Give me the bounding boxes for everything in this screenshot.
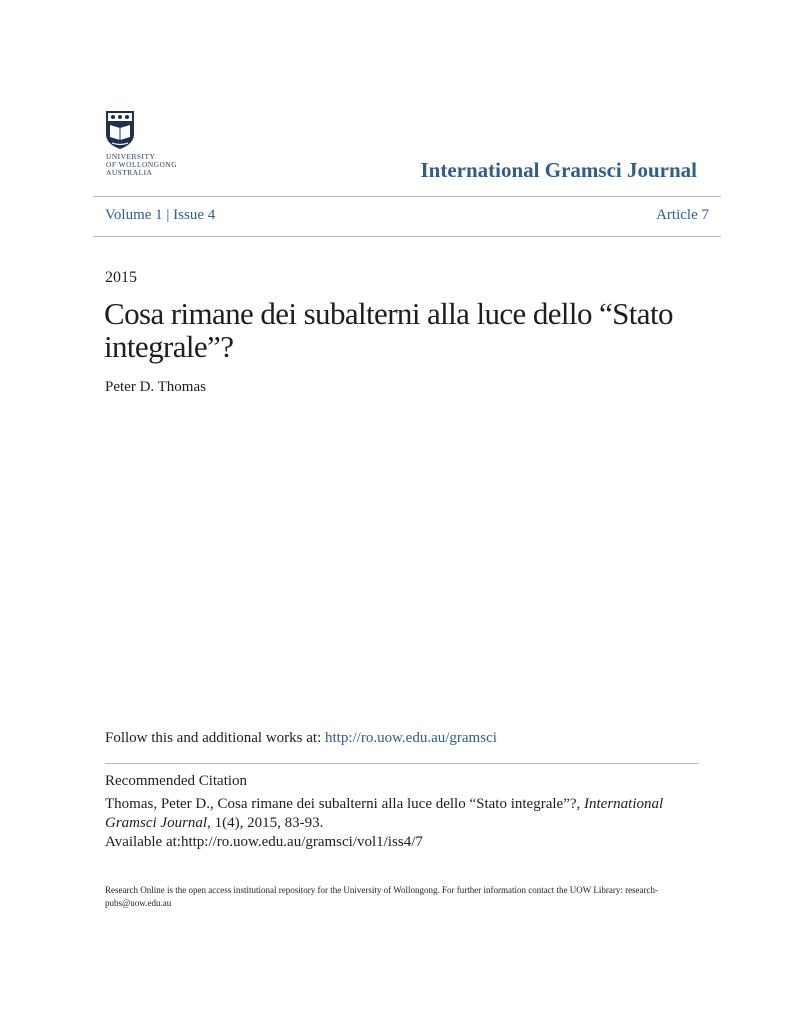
citation-available-at: Available at:http://ro.uow.edu.au/gramsci/vol1/iss4/7 <box>105 834 423 850</box>
recommended-citation-heading: Recommended Citation <box>105 773 248 789</box>
article-title: Cosa rimane dei subalterni alla luce dello “Stato integrale”? <box>104 296 673 364</box>
follow-line <box>105 730 497 747</box>
university-name-line-1: UNIVERSITY <box>106 152 156 161</box>
citation-volume-info: , 1(4), 2015, 83-93. <box>207 815 324 831</box>
article-number-link[interactable]: Article 7 <box>656 207 709 223</box>
citation-prefix: Thomas, Peter D., Cosa rimane dei subalterni alla luce dello “Stato integrale”?, <box>105 796 585 812</box>
volume-link[interactable]: Volume 1 <box>105 207 163 223</box>
citation-body <box>105 795 705 852</box>
citation-divider <box>105 763 698 764</box>
volume-issue-nav <box>105 207 215 224</box>
volume-issue-separator: | <box>162 207 174 223</box>
header-divider-top <box>93 196 721 197</box>
journal-title-link[interactable]: International Gramsci Journal <box>420 158 697 182</box>
follow-url-link[interactable]: http://ro.uow.edu.au/gramsci <box>324 730 497 746</box>
citation-journal-name: International Gramsci Journal <box>105 796 664 831</box>
header-divider-bottom <box>93 236 721 237</box>
follow-text: Follow this and additional works at: <box>105 730 325 746</box>
article-author: Peter D. Thomas <box>105 379 206 395</box>
university-name-line-2: OF WOLLONGONG <box>106 160 178 169</box>
publication-year: 2015 <box>105 269 137 286</box>
university-name-line-3: AUSTRALIA <box>106 168 153 177</box>
university-logo-shield-icon <box>105 110 135 150</box>
issue-link[interactable]: Issue 4 <box>173 207 216 223</box>
repository-footer-note: Research Online is the open access institutional repository for the University of Wollongong. For further information contact the UOW Library: research-pubs@uow.edu.au <box>105 885 659 908</box>
